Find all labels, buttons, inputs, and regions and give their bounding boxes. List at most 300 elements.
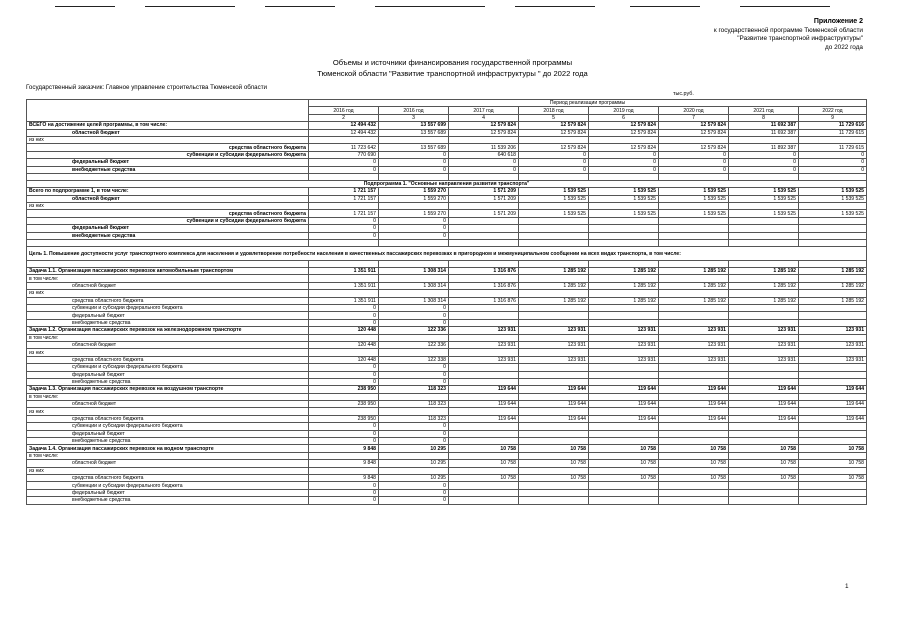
empty-cell bbox=[379, 203, 449, 210]
value-cell: 0 bbox=[379, 371, 449, 378]
value-cell: 12 579 824 bbox=[659, 122, 729, 129]
value-cell: 10 758 bbox=[589, 474, 659, 481]
page-number: 1 bbox=[845, 583, 849, 590]
value-cell: 0 bbox=[379, 430, 449, 437]
top-edge-mark bbox=[375, 0, 485, 7]
value-cell: 0 bbox=[519, 159, 589, 166]
value-cell: 0 bbox=[309, 159, 379, 166]
value-cell: 1 539 525 bbox=[729, 195, 799, 202]
empty-cell bbox=[519, 136, 589, 143]
value-cell: 122 338 bbox=[379, 356, 449, 363]
value-cell: 0 bbox=[519, 151, 589, 158]
empty-cell bbox=[659, 203, 729, 210]
empty-cell bbox=[449, 430, 519, 437]
empty-cell bbox=[449, 334, 519, 341]
empty-cell bbox=[729, 225, 799, 232]
empty-cell bbox=[659, 232, 729, 239]
empty-cell bbox=[519, 489, 589, 496]
value-cell: 0 bbox=[309, 312, 379, 319]
row-label: федеральный бюджет bbox=[27, 489, 309, 496]
value-cell: 1 285 192 bbox=[729, 268, 799, 275]
value-cell: 10 295 bbox=[379, 474, 449, 481]
value-cell: 9 848 bbox=[309, 445, 379, 452]
value-cell: 13 557 699 bbox=[379, 122, 449, 129]
value-cell: 1 285 192 bbox=[799, 297, 867, 304]
empty-cell bbox=[729, 482, 799, 489]
empty-cell bbox=[519, 408, 589, 415]
year-header: 2022 год bbox=[799, 107, 867, 114]
value-cell: 120 448 bbox=[309, 356, 379, 363]
empty-cell bbox=[449, 378, 519, 385]
empty-cell bbox=[519, 467, 589, 474]
value-cell: 0 bbox=[379, 482, 449, 489]
row-label: областной бюджет bbox=[27, 195, 309, 202]
row-label: субвенции и субсидии федерального бюджета bbox=[27, 423, 309, 430]
empty-cell bbox=[799, 319, 867, 326]
spacer-row bbox=[27, 173, 867, 180]
row-label: в том числе: bbox=[27, 452, 309, 459]
value-cell: 0 bbox=[449, 159, 519, 166]
value-cell: 0 bbox=[379, 312, 449, 319]
empty-cell bbox=[799, 334, 867, 341]
empty-cell bbox=[519, 173, 589, 180]
empty-cell bbox=[589, 393, 659, 400]
value-cell: 0 bbox=[799, 166, 867, 173]
value-cell: 10 758 bbox=[519, 460, 589, 467]
value-cell: 1 559 270 bbox=[379, 188, 449, 195]
empty-cell bbox=[589, 232, 659, 239]
value-cell: 1 559 270 bbox=[379, 210, 449, 217]
empty-cell bbox=[449, 408, 519, 415]
empty-cell bbox=[519, 364, 589, 371]
empty-cell bbox=[799, 349, 867, 356]
empty-cell bbox=[659, 225, 729, 232]
empty-cell bbox=[449, 312, 519, 319]
empty-cell bbox=[589, 261, 659, 268]
empty-cell bbox=[309, 240, 379, 247]
value-cell: 770 690 bbox=[309, 151, 379, 158]
value-cell: 1 539 525 bbox=[729, 210, 799, 217]
value-cell: 10 758 bbox=[799, 445, 867, 452]
empty-cell bbox=[589, 290, 659, 297]
row-label: Всего по подпрограмме 1, в том числе: bbox=[27, 188, 309, 195]
value-cell: 119 644 bbox=[519, 401, 589, 408]
empty-cell bbox=[729, 371, 799, 378]
empty-cell bbox=[309, 275, 379, 282]
value-cell: 1 308 314 bbox=[379, 297, 449, 304]
empty-cell bbox=[519, 232, 589, 239]
value-cell: 0 bbox=[379, 166, 449, 173]
value-cell: 1 539 525 bbox=[519, 210, 589, 217]
row-label: субвенции и субсидии федерального бюджета bbox=[27, 304, 309, 311]
value-cell: 238 950 bbox=[309, 415, 379, 422]
empty-cell bbox=[379, 467, 449, 474]
empty-cell bbox=[449, 371, 519, 378]
task-extra-row bbox=[27, 497, 867, 504]
value-cell: 1 539 525 bbox=[519, 195, 589, 202]
value-cell: 118 323 bbox=[379, 401, 449, 408]
value-cell: 0 bbox=[309, 423, 379, 430]
value-cell: 0 bbox=[379, 364, 449, 371]
empty-cell bbox=[519, 423, 589, 430]
empty-cell bbox=[799, 438, 867, 445]
value-cell: 1 308 314 bbox=[379, 268, 449, 275]
empty-cell bbox=[659, 371, 729, 378]
empty-cell bbox=[519, 482, 589, 489]
task-federal-row bbox=[27, 430, 867, 437]
in-total-row bbox=[27, 452, 867, 459]
regional-budget-row bbox=[27, 129, 867, 136]
empty-cell bbox=[589, 482, 659, 489]
value-cell: 0 bbox=[729, 151, 799, 158]
top-edge-mark bbox=[630, 0, 700, 7]
in-total-row bbox=[27, 275, 867, 282]
value-cell: 0 bbox=[309, 371, 379, 378]
empty-cell bbox=[519, 261, 589, 268]
value-cell: 1 285 192 bbox=[589, 268, 659, 275]
empty-cell bbox=[659, 497, 729, 504]
empty-cell bbox=[729, 423, 799, 430]
value-cell: 10 758 bbox=[589, 460, 659, 467]
value-cell: 0 bbox=[379, 159, 449, 166]
empty-cell bbox=[449, 261, 519, 268]
value-cell: 0 bbox=[379, 225, 449, 232]
value-cell: 1 559 270 bbox=[379, 195, 449, 202]
empty-cell bbox=[799, 290, 867, 297]
row-label: Задача 1.4. Организация пассажирских перевозок на водном транспорте bbox=[27, 445, 309, 452]
value-cell: 1 539 525 bbox=[659, 195, 729, 202]
row-label: внебюджетные средства bbox=[27, 438, 309, 445]
empty-cell bbox=[449, 438, 519, 445]
value-cell: 13 557 689 bbox=[379, 129, 449, 136]
units-label: тыс.руб. bbox=[673, 91, 694, 97]
appendix-line: до 2022 года bbox=[825, 43, 863, 51]
top-edge-mark bbox=[265, 0, 335, 7]
value-cell: 1 285 192 bbox=[659, 268, 729, 275]
subprogram-own-row bbox=[27, 210, 867, 217]
row-label: средства областного бюджета bbox=[27, 415, 309, 422]
value-cell: 10 758 bbox=[449, 474, 519, 481]
empty-cell bbox=[589, 430, 659, 437]
empty-cell bbox=[729, 275, 799, 282]
empty-cell bbox=[449, 240, 519, 247]
value-cell: 123 931 bbox=[449, 341, 519, 348]
empty-cell bbox=[449, 304, 519, 311]
empty-cell bbox=[379, 334, 449, 341]
empty-cell bbox=[379, 275, 449, 282]
empty-cell bbox=[729, 467, 799, 474]
value-cell: 0 bbox=[659, 159, 729, 166]
value-cell: 123 931 bbox=[659, 356, 729, 363]
value-cell: 13 557 689 bbox=[379, 144, 449, 151]
year-header: 2019 год bbox=[589, 107, 659, 114]
value-cell: 10 758 bbox=[729, 445, 799, 452]
own-funds-row bbox=[27, 144, 867, 151]
empty-cell bbox=[799, 136, 867, 143]
empty-cell bbox=[449, 203, 519, 210]
value-cell: 123 931 bbox=[589, 327, 659, 334]
empty-cell bbox=[799, 489, 867, 496]
value-cell: 12 579 824 bbox=[659, 129, 729, 136]
empty-cell bbox=[659, 452, 729, 459]
year-header: 2017 год bbox=[449, 107, 519, 114]
empty-cell bbox=[449, 136, 519, 143]
task-row bbox=[27, 386, 867, 393]
value-cell: 1 539 525 bbox=[589, 195, 659, 202]
row-label: из них bbox=[27, 467, 309, 474]
empty-cell bbox=[659, 275, 729, 282]
empty-cell bbox=[659, 334, 729, 341]
row-label: федеральный бюджет bbox=[27, 225, 309, 232]
empty-cell bbox=[729, 497, 799, 504]
value-cell: 119 644 bbox=[729, 401, 799, 408]
empty-cell bbox=[309, 203, 379, 210]
subprogram-subsidy-row bbox=[27, 217, 867, 224]
row-label: внебюджетные средства bbox=[27, 232, 309, 239]
empty-cell bbox=[519, 290, 589, 297]
empty-cell bbox=[729, 136, 799, 143]
value-cell: 9 848 bbox=[309, 460, 379, 467]
value-cell: 11 539 206 bbox=[449, 144, 519, 151]
empty-cell bbox=[729, 319, 799, 326]
value-cell: 123 931 bbox=[799, 341, 867, 348]
value-cell: 119 644 bbox=[589, 415, 659, 422]
value-cell: 10 295 bbox=[379, 460, 449, 467]
row-label: средства областного бюджета bbox=[27, 144, 309, 151]
value-cell: 0 bbox=[519, 166, 589, 173]
empty-cell bbox=[589, 408, 659, 415]
value-cell: 0 bbox=[309, 217, 379, 224]
value-cell: 12 579 824 bbox=[589, 129, 659, 136]
row-label: областной бюджет bbox=[27, 282, 309, 289]
value-cell: 0 bbox=[309, 232, 379, 239]
row-label: Задача 1.2. Организация пассажирских перевозок на железнодорожном транспорте bbox=[27, 327, 309, 334]
row-label: средства областного бюджета bbox=[27, 356, 309, 363]
empty-cell bbox=[729, 438, 799, 445]
empty-cell bbox=[659, 378, 729, 385]
empty-cell bbox=[519, 371, 589, 378]
value-cell: 1 285 192 bbox=[799, 282, 867, 289]
value-cell: 0 bbox=[309, 497, 379, 504]
value-cell: 119 644 bbox=[449, 386, 519, 393]
value-cell: 10 758 bbox=[449, 445, 519, 452]
value-cell: 1 285 192 bbox=[519, 268, 589, 275]
empty-cell bbox=[589, 438, 659, 445]
value-cell: 1 539 525 bbox=[659, 210, 729, 217]
empty-cell bbox=[589, 173, 659, 180]
value-cell: 123 931 bbox=[519, 341, 589, 348]
value-cell: 119 644 bbox=[589, 401, 659, 408]
row-label: областной бюджет bbox=[27, 341, 309, 348]
empty-cell bbox=[379, 452, 449, 459]
empty-cell bbox=[729, 489, 799, 496]
value-cell: 1 351 911 bbox=[309, 268, 379, 275]
value-cell: 12 579 824 bbox=[449, 122, 519, 129]
value-cell: 0 bbox=[379, 497, 449, 504]
value-cell: 1 721 157 bbox=[309, 210, 379, 217]
value-cell: 10 758 bbox=[659, 460, 729, 467]
empty-cell bbox=[449, 225, 519, 232]
empty-cell bbox=[589, 312, 659, 319]
value-cell: 123 931 bbox=[729, 341, 799, 348]
empty-cell bbox=[309, 261, 379, 268]
empty-cell bbox=[519, 334, 589, 341]
value-cell: 10 758 bbox=[589, 445, 659, 452]
empty-cell bbox=[449, 275, 519, 282]
value-cell: 123 931 bbox=[589, 341, 659, 348]
empty-cell bbox=[589, 136, 659, 143]
empty-cell bbox=[589, 378, 659, 385]
empty-cell bbox=[379, 408, 449, 415]
value-cell: 1 285 192 bbox=[589, 282, 659, 289]
value-cell: 1 308 314 bbox=[379, 282, 449, 289]
value-cell: 0 bbox=[589, 151, 659, 158]
value-cell: 0 bbox=[379, 438, 449, 445]
row-label: субвенции и субсидии федерального бюджета bbox=[27, 364, 309, 371]
value-cell: 0 bbox=[589, 159, 659, 166]
value-cell: 11 729 615 bbox=[799, 144, 867, 151]
empty-cell bbox=[449, 393, 519, 400]
value-cell: 1 285 192 bbox=[519, 282, 589, 289]
value-cell: 1 539 525 bbox=[519, 188, 589, 195]
column-number: 2 bbox=[309, 114, 379, 121]
empty-cell bbox=[729, 290, 799, 297]
empty-cell bbox=[379, 173, 449, 180]
value-cell: 1 285 192 bbox=[659, 297, 729, 304]
row-label: Задача 1.3. Организация пассажирских перевозок на воздушном транспорте bbox=[27, 386, 309, 393]
value-cell: 0 bbox=[589, 166, 659, 173]
task-federal-row bbox=[27, 371, 867, 378]
task-regional-row bbox=[27, 282, 867, 289]
empty-cell bbox=[589, 304, 659, 311]
empty-cell bbox=[799, 423, 867, 430]
empty-cell bbox=[449, 489, 519, 496]
value-cell: 119 644 bbox=[799, 415, 867, 422]
column-number: 7 bbox=[659, 114, 729, 121]
subprogram-federal-row bbox=[27, 225, 867, 232]
financing-table bbox=[26, 99, 867, 505]
header-period-row bbox=[27, 100, 867, 107]
empty-cell bbox=[799, 452, 867, 459]
goal-row bbox=[27, 247, 867, 261]
year-header: 2021 год bbox=[729, 107, 799, 114]
value-cell: 1 316 876 bbox=[449, 268, 519, 275]
value-cell: 640 618 bbox=[449, 151, 519, 158]
empty-cell bbox=[799, 408, 867, 415]
subprogram-title bbox=[27, 180, 867, 187]
value-cell: 11 692 387 bbox=[729, 129, 799, 136]
value-cell: 10 758 bbox=[449, 460, 519, 467]
title-line-2: Тюменской области "Развитие транспортной инфраструктуры " до 2022 года bbox=[317, 68, 588, 78]
value-cell: 0 bbox=[379, 489, 449, 496]
row-label: субвенции и субсидии федерального бюджета bbox=[27, 482, 309, 489]
row-label: областной бюджет bbox=[27, 129, 309, 136]
task-subsidy-row bbox=[27, 423, 867, 430]
value-cell: 11 723 642 bbox=[309, 144, 379, 151]
period-header: Период реализации программы bbox=[309, 100, 867, 107]
empty-cell bbox=[449, 364, 519, 371]
empty-cell bbox=[659, 290, 729, 297]
value-cell: 119 644 bbox=[729, 386, 799, 393]
empty-cell bbox=[379, 290, 449, 297]
value-cell: 0 bbox=[379, 304, 449, 311]
empty-cell bbox=[519, 240, 589, 247]
task-federal-row bbox=[27, 312, 867, 319]
row-label: средства областного бюджета bbox=[27, 297, 309, 304]
row-label: федеральный бюджет bbox=[27, 371, 309, 378]
task-own-row bbox=[27, 415, 867, 422]
empty-cell bbox=[449, 217, 519, 224]
value-cell: 11 692 387 bbox=[729, 122, 799, 129]
empty-cell bbox=[449, 497, 519, 504]
empty-cell bbox=[589, 452, 659, 459]
row-label: из них bbox=[27, 349, 309, 356]
row-label: федеральный бюджет bbox=[27, 159, 309, 166]
value-cell: 1 316 876 bbox=[449, 297, 519, 304]
task-subsidy-row bbox=[27, 304, 867, 311]
row-label: в том числе: bbox=[27, 393, 309, 400]
row-label bbox=[27, 173, 309, 180]
task-federal-row bbox=[27, 489, 867, 496]
row-label: внебюджетные средства bbox=[27, 319, 309, 326]
value-cell: 12 579 824 bbox=[589, 144, 659, 151]
column-number: 9 bbox=[799, 114, 867, 121]
row-label: из них bbox=[27, 203, 309, 210]
empty-cell bbox=[729, 312, 799, 319]
row-label bbox=[27, 240, 309, 247]
row-label: субвенции и субсидии федерального бюджета bbox=[27, 217, 309, 224]
appendix-title: Приложение 2 bbox=[813, 18, 863, 25]
value-cell: 118 323 bbox=[379, 386, 449, 393]
value-cell: 1 571 209 bbox=[449, 195, 519, 202]
task-subsidy-row bbox=[27, 482, 867, 489]
top-edge-mark bbox=[145, 0, 235, 7]
value-cell: 0 bbox=[309, 225, 379, 232]
empty-cell bbox=[519, 319, 589, 326]
value-cell: 1 351 911 bbox=[309, 297, 379, 304]
value-cell: 10 758 bbox=[729, 474, 799, 481]
appendix-line: "Развитие транспортной инфраструктуры" bbox=[737, 35, 863, 43]
empty-cell bbox=[309, 136, 379, 143]
task-extra-row bbox=[27, 319, 867, 326]
value-cell: 123 931 bbox=[659, 341, 729, 348]
column-number: 5 bbox=[519, 114, 589, 121]
in-total-row bbox=[27, 393, 867, 400]
empty-cell bbox=[379, 393, 449, 400]
total-row bbox=[27, 122, 867, 129]
empty-cell bbox=[799, 173, 867, 180]
empty-cell bbox=[519, 497, 589, 504]
empty-cell bbox=[659, 430, 729, 437]
empty-cell bbox=[519, 430, 589, 437]
row-label: областной бюджет bbox=[27, 401, 309, 408]
empty-cell bbox=[589, 364, 659, 371]
value-cell: 10 758 bbox=[519, 445, 589, 452]
row-label: субвенции и субсидии федерального бюджета bbox=[27, 151, 309, 158]
empty-cell bbox=[729, 430, 799, 437]
value-cell: 123 931 bbox=[799, 327, 867, 334]
value-cell: 238 950 bbox=[309, 401, 379, 408]
value-cell: 123 931 bbox=[589, 356, 659, 363]
row-label: внебюджетные средства bbox=[27, 166, 309, 173]
empty-cell bbox=[729, 261, 799, 268]
empty-cell bbox=[659, 349, 729, 356]
empty-cell bbox=[519, 393, 589, 400]
empty-cell bbox=[799, 203, 867, 210]
task-of-them-row bbox=[27, 290, 867, 297]
row-label: из них bbox=[27, 290, 309, 297]
value-cell: 0 bbox=[659, 166, 729, 173]
